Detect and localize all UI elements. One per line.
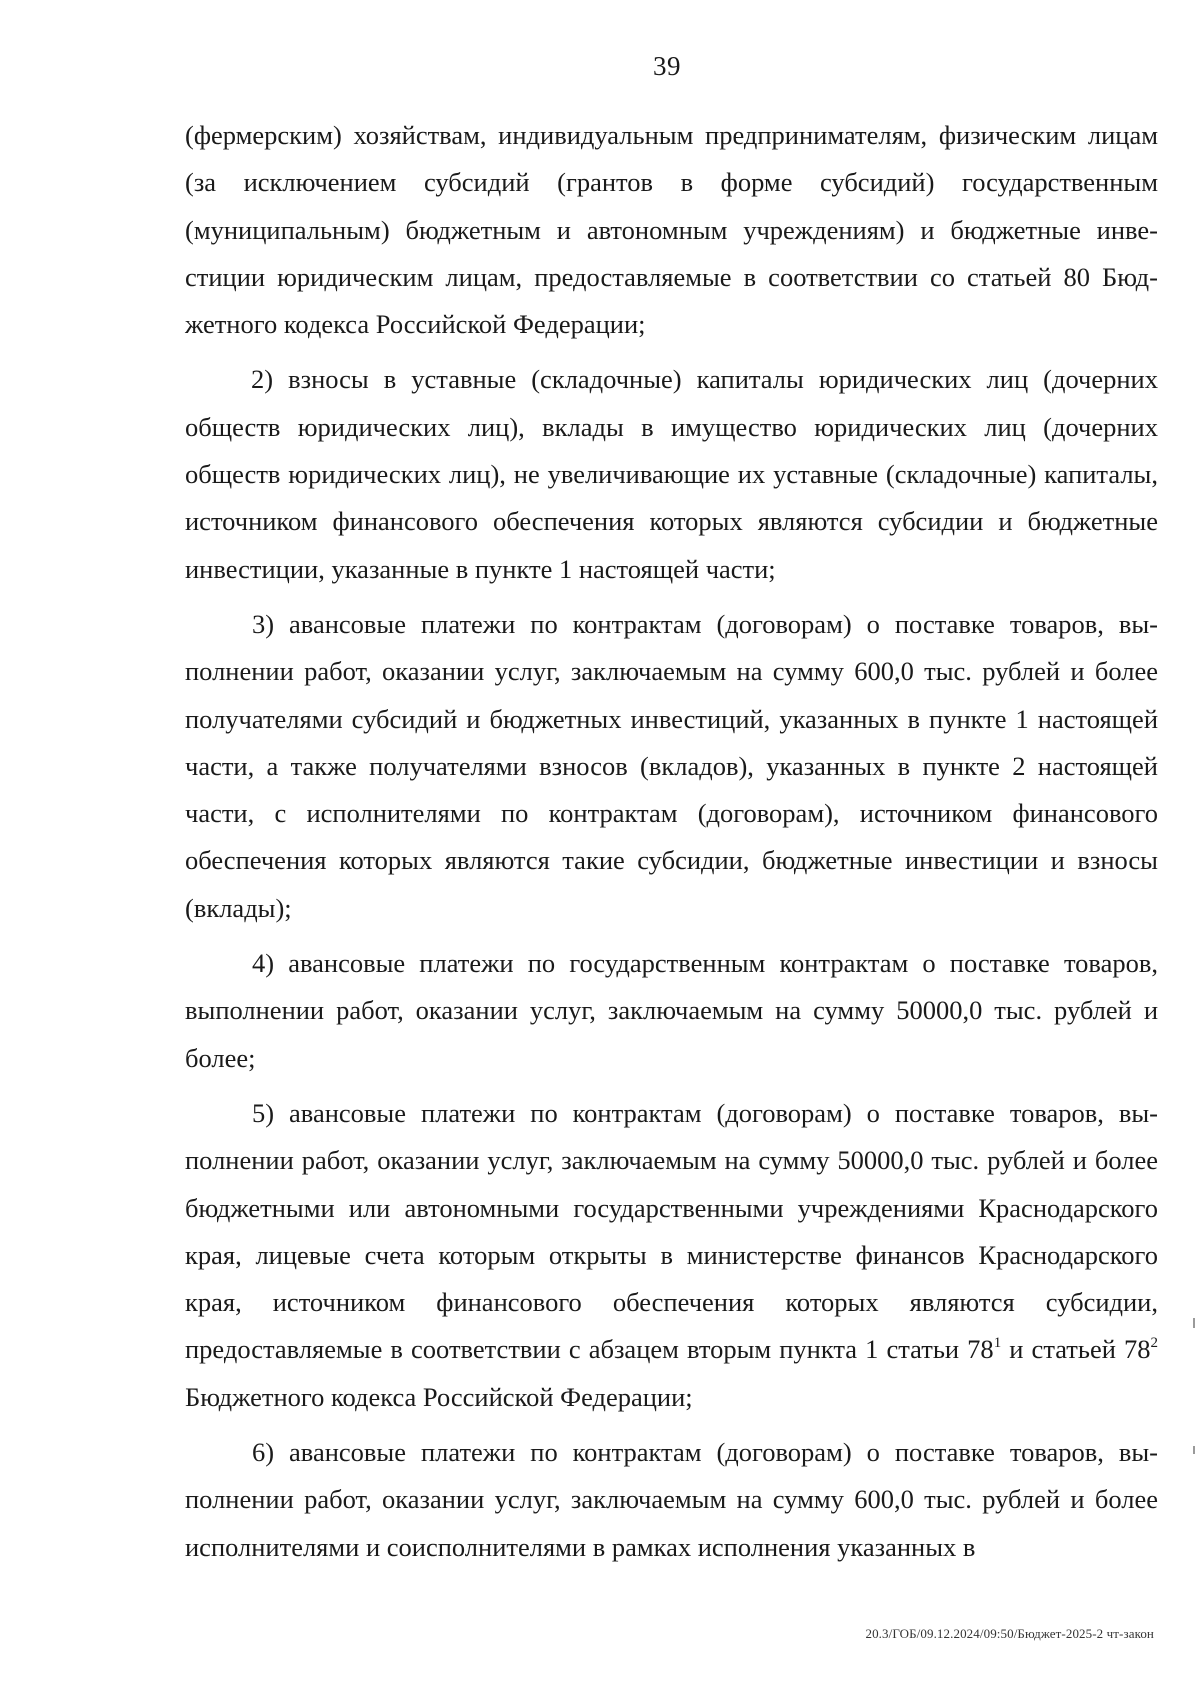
document-footer-code: 20.3/ГОБ/09.12.2024/09:50/Бюджет-2025-2 чт-закон	[865, 1626, 1154, 1641]
paragraph-item-6: 6) авансовые платежи по контрактам (договорам) о поставке товаров, выполнении работ, оказании услуг, заключаемым на сумму 600,0 тыс. рублей и более исполнителями и соисполнителями в рамках исполнения указанных в	[185, 1437, 1158, 1562]
scan-edge-mark	[1193, 1318, 1195, 1328]
paragraph-item-5-text: 5) авансовые платежи по контрактам (договорам) о поставке товаров, выполнении работ, оказании услуг, заключаемым на сумму 50000,0 тыс. рублей и более бюджетными или автономными государственными учреждениями Краснодарского края, лицевые счета которым открыты в министерстве финансов Краснодарского края, источником финансового обеспечения которых являются субсидии, предоставляемые в соответствии с абзацем вторым пункта 1 статьи 78	[185, 1097, 1158, 1365]
document-body	[185, 112, 1158, 1571]
paragraph-item-5	[185, 1090, 1158, 1421]
superscript-2: 2	[1150, 1335, 1158, 1352]
paragraph-item-3: 3) авансовые платежи по контрактам (договорам) о поставке товаров, выполнении работ, оказании услуг, заключаемым на сумму 600,0 тыс. рублей и более получателями субсидий и бюджетных инвестиций, указанных в пункте 1 настоящей части, а также получателями взносов (вкладов), указанных в пункте 2 настоящей части, с исполнителями по контрактам (договорам), источником финансового обеспечения которых являются такие субсидии, бюджетные инвестиции и взносы (вклады);	[185, 608, 1158, 923]
paragraph-item-5-text-end: Бюджетного кодекса Российской Федерации;	[185, 1381, 693, 1412]
scan-edge-mark	[1193, 1446, 1195, 1454]
paragraph-item-5-text-middle: и статьей 78	[1001, 1334, 1151, 1365]
paragraph-continuation: (фермерским) хозяйствам, индивидуальным предпринимателям, физическим лицам (за исключением субсидий (грантов в форме субсидий) государственным (муниципальным) бюджетным и автономным учреждениям) и бюджетные инвестиции юридическим лицам, предоставляемые в соответствии со статьей 80 Бюджетного кодекса Российской Федерации;	[185, 120, 1158, 340]
paragraph-item-2: 2) взносы в уставные (складочные) капиталы юридических лиц (дочерних обществ юридических лиц), вклады в имущество юридических лиц (дочерних обществ юридических лиц), не увеличивающие их уставные (складочные) капиталы, источником финансового обеспечения которых являются субсидии и бюджетные инвестиции, указанные в пункте 1 настоящей части;	[185, 364, 1158, 584]
superscript-1: 1	[993, 1335, 1002, 1352]
page-number: 39	[653, 51, 681, 81]
paragraph-item-4: 4) авансовые платежи по государственным контрактам о поставке товаров, выполнении работ, оказании услуг, заключаемым на сумму 50000,0 тыс. рублей и более;	[185, 948, 1158, 1073]
